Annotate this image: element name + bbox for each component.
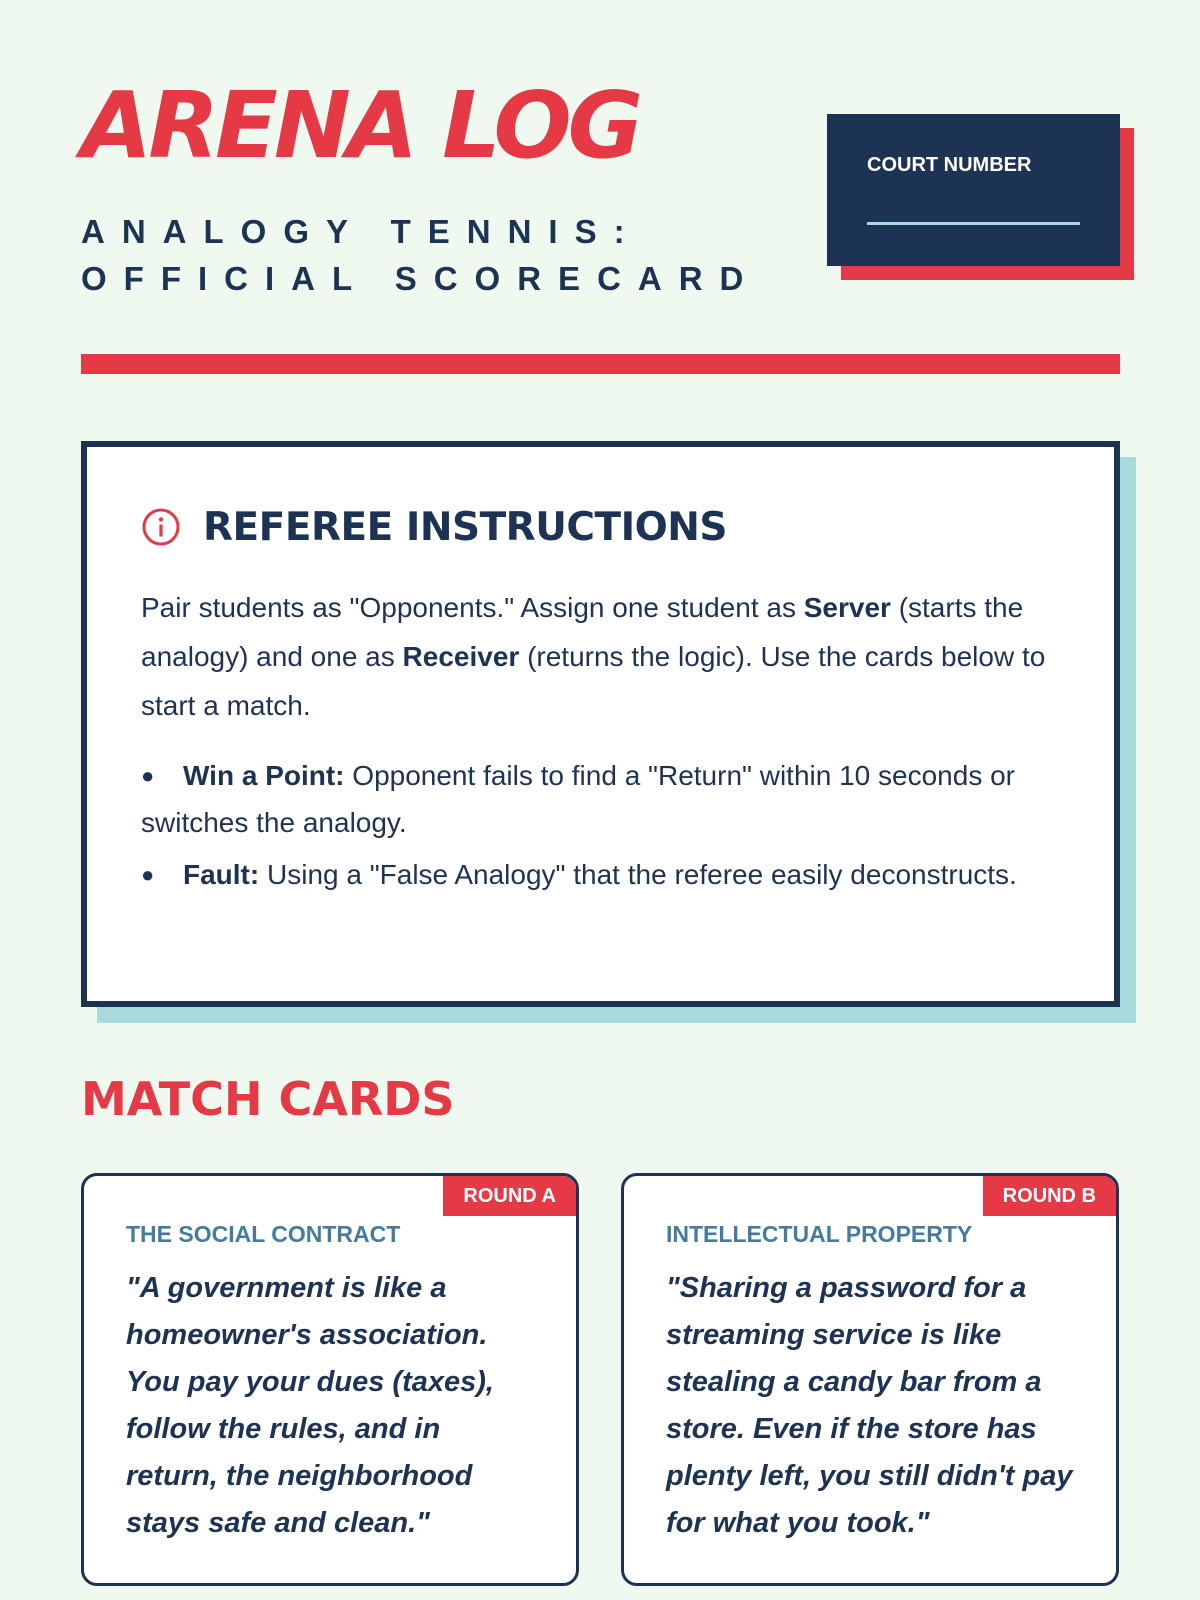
card-topic: THE SOCIAL CONTRACT (126, 1221, 401, 1247)
rule-text: Opponent fails to find a "Return" within 10 seconds or switches the analogy. (141, 760, 1015, 838)
court-number-label: COURT NUMBER (867, 154, 1032, 176)
court-number-entry-line[interactable] (867, 222, 1080, 225)
referee-rules-list (141, 752, 1060, 898)
page-title: ARENA LOG (81, 72, 640, 179)
match-cards-title: MATCH CARDS (81, 1072, 455, 1126)
intro-part-2: (starts the analogy) and one as (141, 592, 1024, 672)
subtitle-line-1: ANALOGY TENNIS: (81, 213, 642, 250)
info-icon (141, 507, 181, 547)
rule-term: Win a Point: (183, 760, 345, 791)
round-badge: ROUND B (983, 1176, 1116, 1216)
referee-header (141, 501, 1060, 553)
rule-term: Fault: (183, 859, 260, 890)
rule-item-fault (141, 851, 1060, 898)
receiver-term: Receiver (402, 641, 520, 672)
bullet-icon: ● (141, 862, 155, 887)
referee-intro (141, 583, 1060, 730)
round-badge: ROUND A (443, 1176, 576, 1216)
court-number-box (827, 114, 1120, 266)
referee-instructions-box (81, 441, 1120, 1007)
server-term: Server (803, 592, 891, 623)
card-quote: "Sharing a password for a streaming service is like stealing a candy bar from a store. Even if the store has plenty left, you still didn't pay for what you took." (666, 1272, 1073, 1539)
match-card-round-b[interactable] (621, 1173, 1119, 1586)
match-card-round-a[interactable] (81, 1173, 579, 1586)
subtitle-line-2: OFFICIAL SCORECARD (81, 260, 761, 297)
page-subtitle (81, 208, 760, 302)
card-quote: "A government is like a homeowner's association. You pay your dues (taxes), follow the rules, and in return, the neighborhood stays safe and clean." (126, 1272, 494, 1539)
rule-text: Using a "False Analogy" that the referee easily deconstructs. (259, 859, 1017, 890)
bullet-icon: ● (141, 763, 155, 788)
card-topic: INTELLECTUAL PROPERTY (666, 1221, 973, 1247)
rule-item-win-point (141, 752, 1060, 846)
header-divider (81, 354, 1120, 374)
intro-part-1: Pair students as "Opponents." Assign one student as (141, 592, 804, 623)
referee-title: REFEREE INSTRUCTIONS (203, 504, 728, 550)
intro-part-3: (returns the logic). Use the cards below to start a match. (141, 641, 1046, 721)
